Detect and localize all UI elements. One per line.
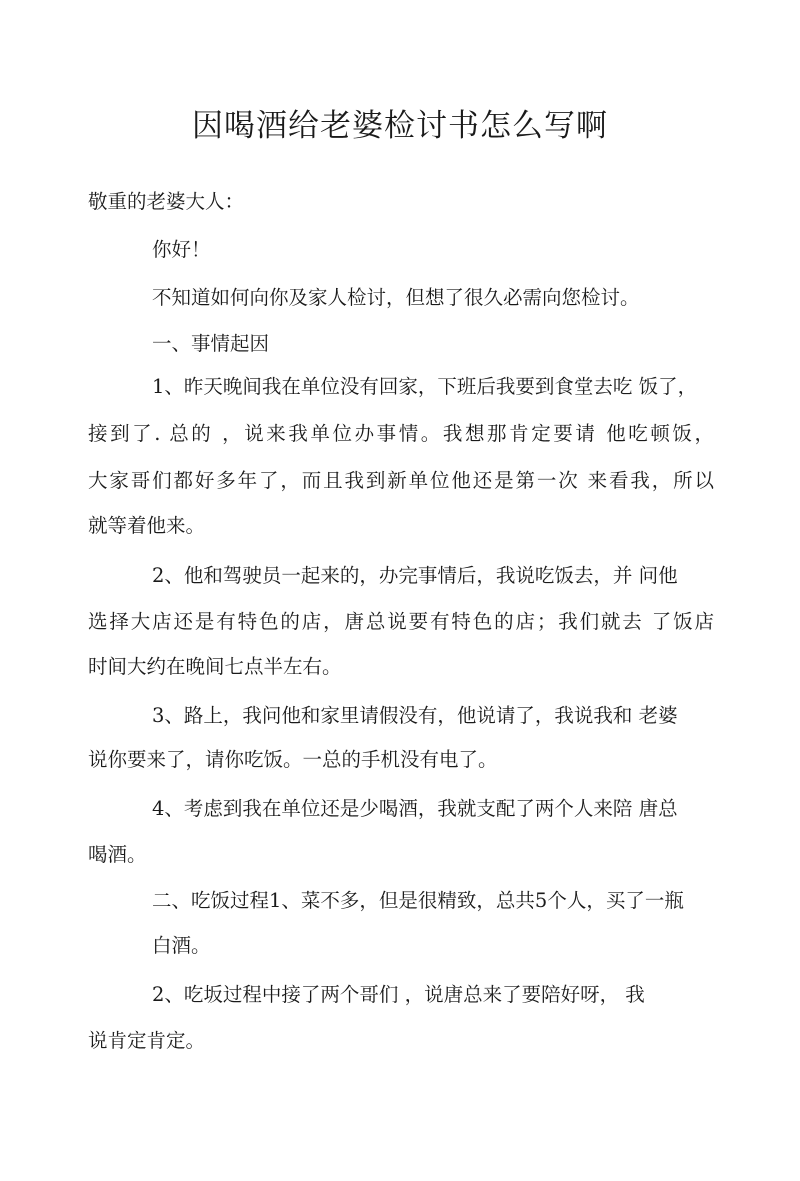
paragraph-line: 说你要来了，请你吃饭。一总的手机没有电了。 xyxy=(88,748,498,771)
greeting: 你好！ xyxy=(152,238,211,261)
paragraph-line: 喝酒。 xyxy=(88,843,147,866)
paragraph-line: 4、考虑到我在单位还是少喝酒，我就支配了两个人来陪 唐总 xyxy=(152,797,678,820)
paragraph-line: 时间大约在晚间七点半左右。 xyxy=(88,655,342,678)
paragraph-line: 不知道如何向你及家人检讨，但想了很久必需向您检讨。 xyxy=(152,286,640,309)
paragraph-line: 选择大店还是有特色的店，唐总说要有特色的店；我们就去 了饭店 xyxy=(88,610,714,633)
paragraph-line: 1、昨天晚间我在单位没有回家，下班后我要到食堂去吃 饭了， xyxy=(152,375,698,398)
paragraph-line: 2、吃坂过程中接了两个哥们 ，说唐总来了要陪好呀， 我 xyxy=(152,983,645,1006)
salutation: 敬重的老婆大人： xyxy=(88,190,245,213)
paragraph-line: 白酒。 xyxy=(152,934,211,957)
document-title: 因喝酒给老婆检讨书怎么写啊 xyxy=(192,108,608,144)
paragraph-line: 3、路上，我问他和家里请假没有，他说请了，我说我和 老婆 xyxy=(152,704,678,727)
paragraph-line: 2、他和驾驶员一起来的，办完事情后，我说吃饭去，并 问他 xyxy=(152,564,678,587)
paragraph-line: 说肯定肯定。 xyxy=(88,1029,206,1052)
section-heading: 二、吃饭过程1、菜不多，但是很精致，总共5个人，买了一瓶 xyxy=(152,889,684,912)
paragraph-line: 大家哥们都好多年了，而且我到新单位他还是第一次 来看我，所以 xyxy=(88,469,714,492)
paragraph-line: 就等着他来。 xyxy=(88,514,206,537)
paragraph-line: 接到了. 总的 ，说来我单位办事情。我想那肯定要请 他吃顿饭， xyxy=(88,422,714,445)
section-heading: 一、事情起因 xyxy=(152,332,270,355)
